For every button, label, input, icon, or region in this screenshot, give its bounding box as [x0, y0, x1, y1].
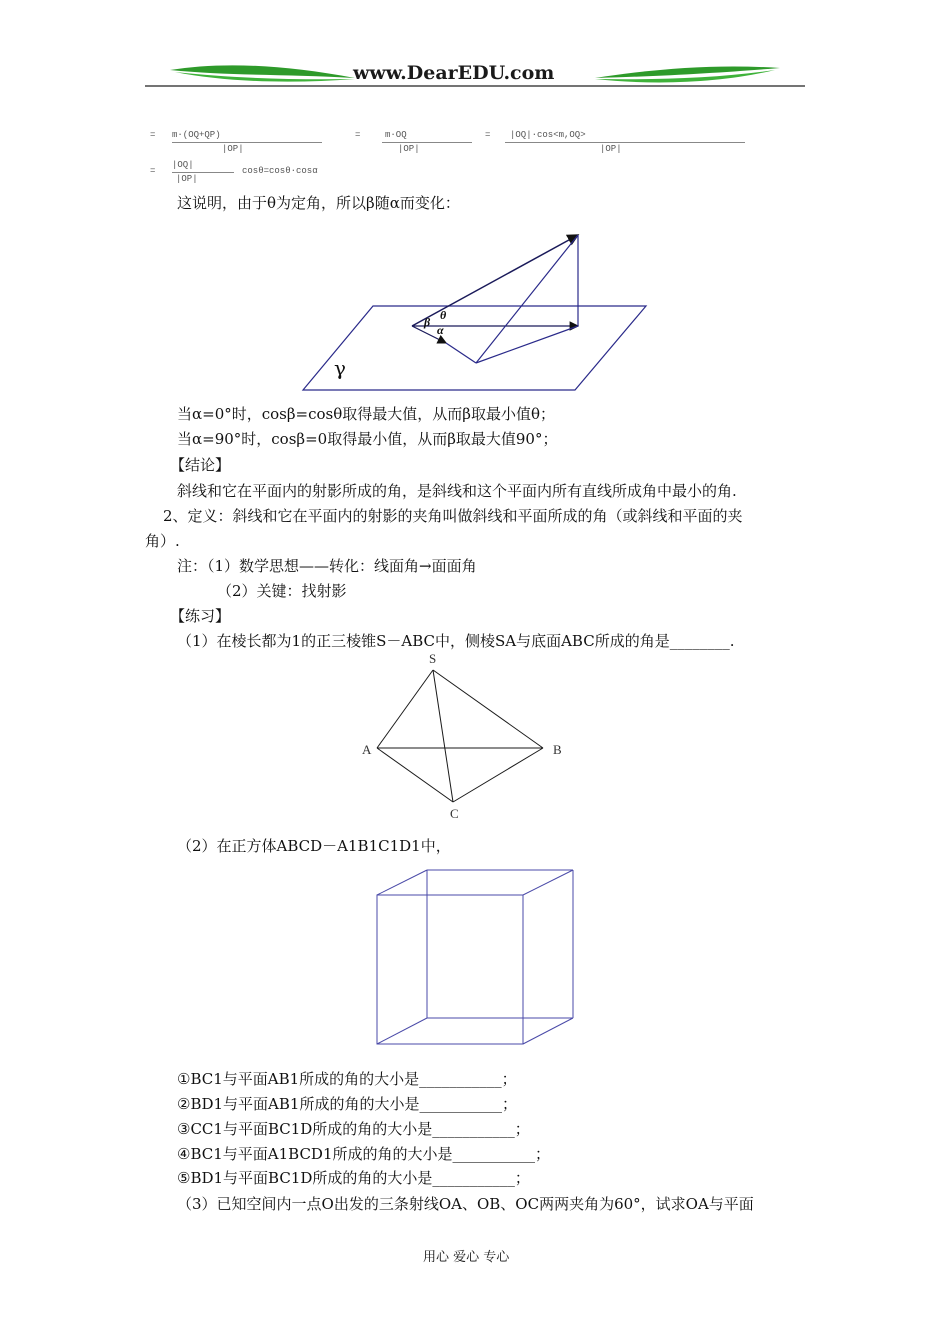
explain-text: 这说明，由于θ为定角，所以β随α而变化： — [177, 194, 460, 212]
theta-label: θ — [440, 308, 447, 322]
logo-text: www.DearEDU.com — [353, 62, 555, 84]
practice-title: 【练习】 — [170, 607, 231, 625]
item-4: ④BC1与平面A1BCD1所成的角的大小是___________； — [177, 1145, 550, 1163]
vertex-s-label: S — [429, 651, 437, 666]
alpha-label: α — [437, 323, 444, 337]
item-3: ③CC1与平面BC1D所成的角的大小是___________； — [177, 1120, 530, 1138]
beta-label: β — [424, 315, 431, 329]
gamma-label: γ — [334, 356, 346, 380]
question-1: （1）在棱长都为1的正三棱锥S－ABC中，侧棱SA与底面ABC所成的角是________. — [177, 632, 735, 650]
conclusion-title: 【结论】 — [170, 456, 231, 474]
formula-line-1: = m·(OQ+QP) |OP| = m·OQ |OP| = |OQ|·cos<m,OQ> |OP| — [150, 126, 750, 156]
item-5: ⑤BD1与平面BC1D所成的角的大小是___________； — [177, 1169, 530, 1187]
figure-plane-angles — [300, 228, 650, 394]
conclusion-text: 斜线和它在平面内的射影所成的角，是斜线和这个平面内所有直线所成角中最小的角. — [177, 482, 737, 500]
definition-line-2: 角）. — [145, 532, 180, 550]
vertex-a-label: A — [362, 742, 372, 757]
formula-line-2: = |OQ| |OP| cosθ=cosθ·cosα — [150, 160, 318, 184]
item-1: ①BC1与平面AB1所成的角的大小是___________； — [177, 1070, 517, 1088]
vertex-c-label: C — [450, 806, 459, 821]
header-logo — [140, 58, 810, 92]
case-alpha-0: 当α=0°时，cosβ=cosθ取得最大值，从而β取最小值θ； — [177, 405, 555, 423]
vertex-b-label: B — [553, 742, 562, 757]
question-3: （3）已知空间内一点O出发的三条射线OA、OB、OC两两夹角为60°，试求OA与平面 — [177, 1195, 754, 1213]
figure-pyramid — [355, 650, 575, 825]
figure-cube — [370, 865, 580, 1050]
definition-line-1: 2、定义：斜线和它在平面内的射影的夹角叫做斜线和平面所成的角（或斜线和平面的夹 — [163, 507, 743, 525]
footer-text: 用心 爱心 专心 — [423, 1250, 510, 1265]
item-2: ②BD1与平面AB1所成的角的大小是___________； — [177, 1095, 517, 1113]
note-1: 注：（1）数学思想——转化：线面角→面面角 — [177, 557, 477, 575]
case-alpha-90: 当α=90°时，cosβ=0取得最小值，从而β取最大值90°； — [177, 430, 558, 448]
question-2: （2）在正方体ABCD－A1B1C1D1中， — [177, 837, 451, 855]
note-2: （2）关键：找射影 — [217, 582, 347, 600]
